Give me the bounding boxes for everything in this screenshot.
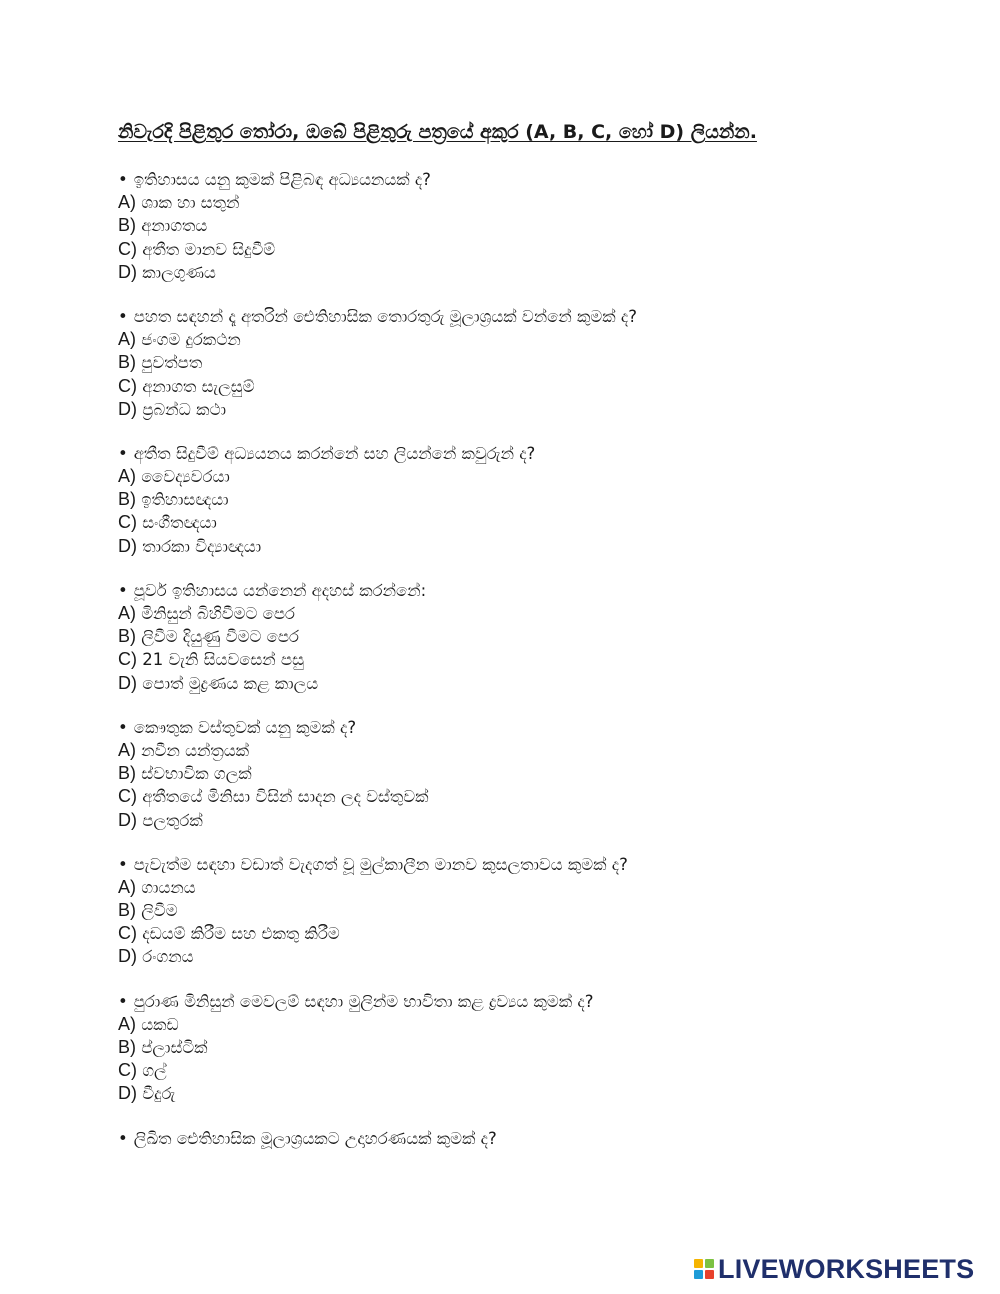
option-a[interactable]	[118, 739, 978, 762]
option-d[interactable]	[118, 672, 978, 695]
option-text: ස්වභාවික ගලක්	[141, 764, 252, 784]
bullet-icon: •	[118, 580, 128, 600]
option-c[interactable]	[118, 511, 978, 534]
question-6	[118, 853, 978, 969]
option-letter: B)	[118, 763, 136, 784]
option-text: ගල්	[142, 1061, 167, 1081]
question-text: • අතීත සිදුවීම් අධ්‍යයනය කරන්නේ සහ ලියන්නේ කවුරුන් ද?	[118, 442, 978, 465]
bullet-icon: •	[118, 717, 128, 737]
option-c[interactable]	[118, 785, 978, 808]
option-a[interactable]	[118, 328, 978, 351]
question-text: • පුරාණ මිනිසුන් මෙවලම් සඳහා මුලින්ම භාවිතා කළ ද්‍රව්‍යය කුමක් ද?	[118, 990, 978, 1013]
option-letter: C)	[118, 512, 137, 533]
option-text: 21 වැනි සියවසෙන් පසු	[142, 650, 304, 670]
option-letter: B)	[118, 626, 136, 647]
option-letter: B)	[118, 1037, 136, 1057]
bullet-icon: •	[118, 306, 128, 326]
option-b[interactable]	[118, 488, 978, 511]
option-letter: A)	[118, 192, 136, 213]
option-d[interactable]	[118, 398, 978, 421]
option-letter: D)	[118, 261, 137, 282]
option-text: ශාක හා සතුන්	[141, 193, 240, 213]
option-letter: C)	[118, 375, 137, 396]
question-4	[118, 579, 978, 695]
option-letter: B)	[118, 352, 136, 373]
logo-block-4	[705, 1270, 714, 1279]
option-d[interactable]	[118, 809, 978, 832]
question-text: • ඉතිහාසය යනු කුමක් පිළිබඳ අධ්‍යයනයක් ද?	[118, 168, 978, 191]
logo-text: LIVEWORKSHEETS	[718, 1254, 975, 1284]
option-letter: A)	[118, 739, 136, 760]
option-text: යකඩ	[141, 1014, 179, 1034]
option-text: ප්‍රබන්ධ කථා	[142, 399, 227, 419]
question-1	[118, 168, 978, 284]
option-letter: D)	[118, 1083, 137, 1104]
option-letter: A)	[118, 466, 136, 487]
option-b[interactable]	[118, 351, 978, 374]
option-b[interactable]	[118, 1036, 978, 1059]
question-7	[118, 990, 978, 1106]
question-list	[118, 168, 978, 1171]
option-text: මිනිසුන් බිහිවීමට පෙර	[141, 604, 296, 623]
question-text: • පැවැත්ම සඳහා වඩාත් වැදගත් වූ මුල්කාලීන මානව කුසලතාවය කුමක් ද?	[118, 853, 978, 876]
option-a[interactable]	[118, 602, 978, 625]
option-text: පුවත්පත	[141, 353, 203, 373]
option-text: කාලගුණය	[142, 262, 216, 282]
bullet-icon: •	[118, 1128, 128, 1148]
option-text: ලිවීම	[141, 901, 178, 921]
option-letter: D)	[118, 398, 137, 419]
question-2	[118, 305, 978, 421]
option-letter: B)	[118, 215, 136, 236]
option-text: ප්ලාස්ටික්	[141, 1038, 208, 1057]
bullet-icon: •	[118, 443, 128, 463]
option-c[interactable]	[118, 648, 978, 671]
option-letter: A)	[118, 329, 136, 350]
option-a[interactable]	[118, 876, 978, 899]
option-letter: A)	[118, 603, 136, 623]
option-d[interactable]	[118, 261, 978, 284]
liveworksheets-logo	[694, 1254, 974, 1284]
question-3	[118, 442, 978, 558]
option-letter: C)	[118, 238, 137, 259]
option-c[interactable]	[118, 375, 978, 398]
option-d[interactable]	[118, 1082, 978, 1105]
question-5	[118, 716, 978, 832]
bullet-icon: •	[118, 991, 128, 1011]
option-letter: D)	[118, 809, 137, 830]
option-d[interactable]	[118, 535, 978, 558]
question-8	[118, 1127, 978, 1150]
option-text: ලිවීම දියුණු වීමට පෙර	[141, 627, 299, 647]
option-text: තාරකා විද්‍යාඥයා	[142, 536, 262, 556]
logo-block-2	[705, 1259, 714, 1268]
option-b[interactable]	[118, 625, 978, 648]
option-letter: C)	[118, 786, 137, 807]
option-text: රංගනය	[142, 947, 194, 967]
option-text: ජංගම දුරකථන	[141, 330, 241, 350]
option-letter: C)	[118, 923, 137, 944]
logo-block-3	[694, 1270, 703, 1279]
option-letter: A)	[118, 876, 136, 897]
option-b[interactable]	[118, 899, 978, 922]
option-text: නවීන යන්ත්‍රයක්	[141, 740, 250, 760]
option-text: වීදුරු	[142, 1084, 176, 1104]
option-text: අතීතයේ මිනිසා විසින් සාදන ලද වස්තුවක්	[142, 787, 429, 807]
logo-block-1	[694, 1259, 703, 1268]
instruction-heading: නිවැරදි පිළිතුර තෝරා, ඔබේ පිළිතුරු පත්‍රයේ අකුර (A, B, C, හෝ D) ලියන්න.	[118, 121, 757, 143]
option-letter: D)	[118, 672, 137, 693]
bullet-icon: •	[118, 170, 128, 189]
logo-blocks-icon	[694, 1259, 714, 1279]
option-text: අතීත මානව සිදුවීම්	[142, 239, 276, 259]
question-text: • ලිඛිත ඓතිහාසික මූලාශ්‍රයකට උදාහරණයක් කුමක් ද?	[118, 1127, 978, 1150]
option-text: දඩයම් කිරීම සහ එකතු කිරීම	[142, 924, 340, 944]
option-text: අනාගතය	[141, 216, 208, 236]
option-letter: B)	[118, 900, 136, 921]
option-d[interactable]	[118, 945, 978, 968]
option-letter: C)	[118, 1060, 137, 1081]
question-text: • කෞතුක වස්තුවක් යනු කුමක් ද?	[118, 716, 978, 739]
option-b[interactable]	[118, 762, 978, 785]
option-letter: D)	[118, 535, 137, 556]
question-text: • පහත සඳහන් දෑ අතරින් ඓතිහාසික තොරතුරු මූලාශ්‍රයක් වන්නේ කුමක් ද?	[118, 305, 978, 328]
option-b[interactable]	[118, 214, 978, 237]
option-text: පලතුරක්	[142, 810, 203, 830]
option-a[interactable]	[118, 191, 978, 214]
bullet-icon: •	[118, 854, 128, 874]
option-text: අනාගත සැලසුම්	[142, 376, 255, 396]
option-text: ගායනය	[141, 877, 196, 897]
option-text: වෛද්‍යවරයා	[141, 467, 230, 487]
option-c[interactable]	[118, 1059, 978, 1082]
option-a[interactable]	[118, 1013, 978, 1036]
option-c[interactable]	[118, 238, 978, 261]
option-letter: B)	[118, 489, 136, 510]
option-text: පොත් මුද්‍රණය කළ කාලය	[142, 673, 319, 693]
option-letter: D)	[118, 946, 137, 967]
option-letter: A)	[118, 1013, 136, 1034]
option-letter: C)	[118, 649, 137, 670]
option-text: සංගීතඥයා	[142, 513, 217, 533]
option-text: ඉතිහාසඥයා	[141, 490, 229, 510]
option-c[interactable]	[118, 922, 978, 945]
option-a[interactable]	[118, 465, 978, 488]
question-text: • පූර්ව ඉතිහාසය යන්නෙන් අදහස් කරන්නේ:	[118, 579, 978, 602]
